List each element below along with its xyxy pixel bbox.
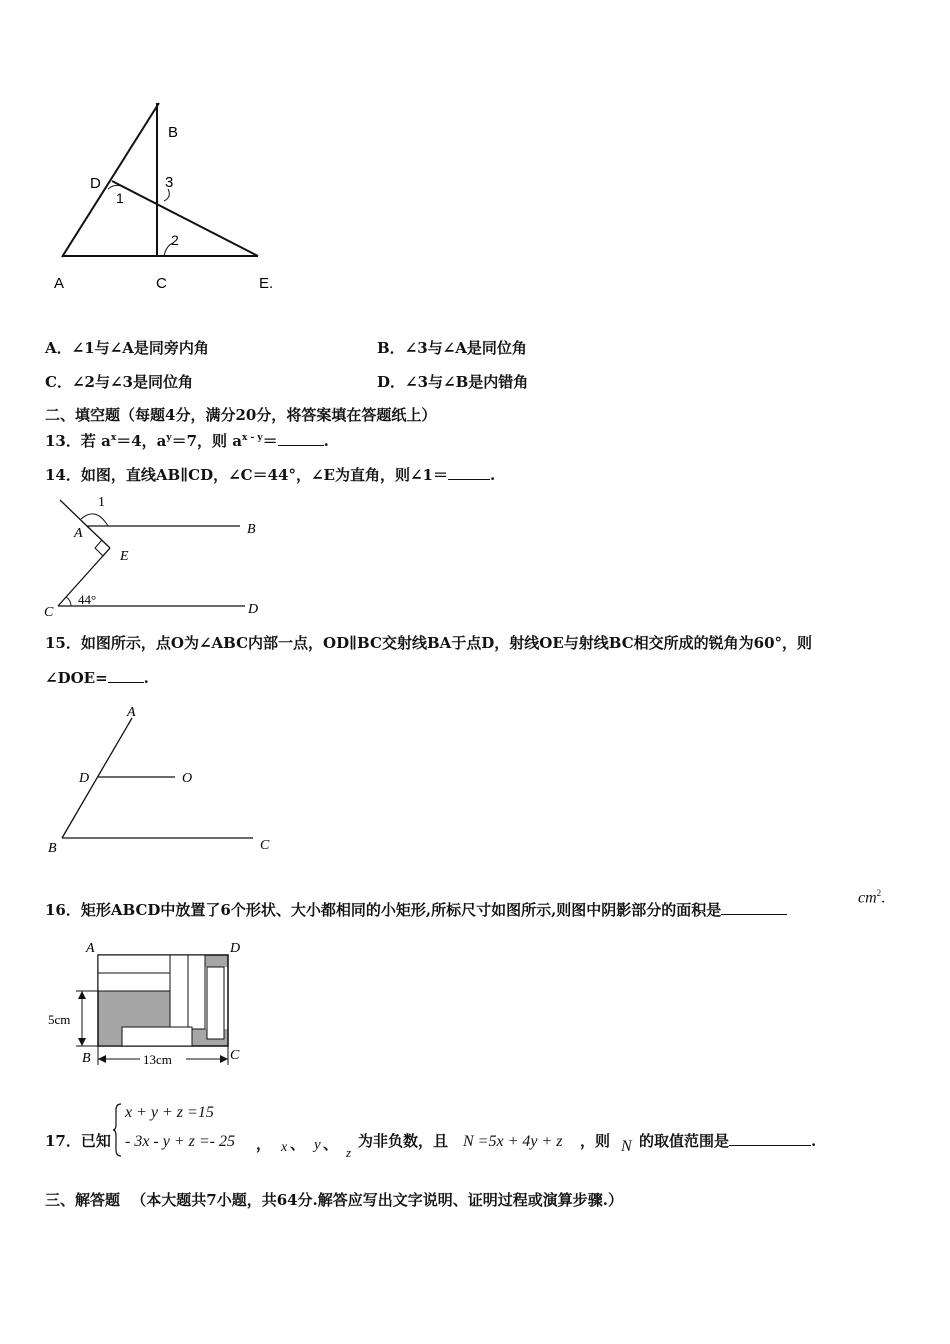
question-16	[45, 899, 787, 920]
small-rect-5	[207, 967, 224, 1039]
width-arrow-right	[220, 1055, 228, 1063]
small-rect-6	[122, 1027, 192, 1046]
q17-sep-1: 、	[290, 1135, 306, 1153]
label-C: C	[230, 1048, 240, 1063]
angle-arc-1	[108, 185, 124, 189]
q17-mid2: ，则	[580, 1132, 611, 1150]
right-angle-mark	[95, 540, 110, 556]
label-13cm: 13cm	[143, 1052, 172, 1067]
height-arrow-top	[78, 991, 86, 999]
q14-answer-blank[interactable]	[448, 467, 490, 480]
q17-prefix: 17．已知	[45, 1132, 111, 1150]
option-C: C．∠2与∠3是同位角	[45, 373, 193, 391]
q17-var-z: z	[346, 1145, 352, 1160]
label-3: 3	[165, 174, 174, 191]
label-C: C	[44, 605, 54, 620]
label-1: 1	[98, 495, 105, 510]
angle-arc-44	[66, 597, 71, 606]
section3-note: （本大题共7小题，共64分.解答应写出文字说明、证明过程或演算步骤.）	[131, 1191, 624, 1209]
label-5cm: 5cm	[48, 1012, 71, 1027]
q16-text: 16．矩形ABCD中放置了6个形状、大小都相同的小矩形,所标尺寸如图所示,则图中阴影部分的面积是	[45, 901, 722, 919]
small-rect-2	[98, 973, 170, 991]
option-D: D．∠3与∠B是内错角	[377, 373, 529, 391]
small-rect-4	[188, 955, 205, 1029]
line-DE	[112, 181, 258, 256]
label-B: B	[247, 522, 256, 537]
label-E: E.	[259, 275, 274, 292]
q17-end: .	[811, 1132, 817, 1150]
small-rect-1	[98, 955, 170, 973]
q17-sep-2: 、	[323, 1135, 339, 1153]
q17-formula: N =5x + 4y + z	[463, 1133, 563, 1150]
q13-sup-y: y	[166, 433, 172, 443]
label-1: 1	[116, 190, 124, 206]
q16-unit	[858, 888, 885, 907]
shaded-bottom-left	[98, 1027, 122, 1045]
question-14	[45, 464, 495, 485]
label-A: A	[127, 705, 136, 720]
shaded-left	[98, 991, 170, 1028]
q13-answer-blank[interactable]	[278, 433, 324, 446]
q17-var-N: N	[621, 1138, 632, 1155]
section3-heading	[45, 1189, 623, 1210]
q13-end: .	[323, 432, 329, 450]
q17-equation-1: x + y + z =15	[125, 1104, 214, 1121]
label-B: B	[168, 124, 179, 141]
question-13	[45, 430, 329, 451]
q17-answer-blank[interactable]	[729, 1133, 811, 1146]
q17-var-x: x	[281, 1140, 288, 1155]
q14-text: 14．如图，直线AB∥CD，∠C＝44°，∠E为直角，则∠1＝	[45, 466, 448, 484]
label-B: B	[48, 841, 57, 856]
label-D: D	[248, 602, 259, 617]
q13-tail: ＝	[262, 432, 278, 450]
ray-BA	[62, 718, 132, 838]
q17-comma: ，	[256, 1135, 272, 1153]
height-arrow-bottom	[78, 1038, 86, 1046]
q15-prefix: ∠DOE=	[45, 669, 108, 687]
label-E: E	[120, 549, 129, 564]
question-15-line1: 15．如图所示，点O为∠ABC内部一点，OD∥BC交射线BA于点D，射线OE与射线BC相交所成的锐角为60°，则	[45, 634, 813, 652]
q13-mid2: ＝7，则 a	[171, 432, 242, 450]
figure-q14	[40, 488, 280, 623]
q13-sup-x: x	[110, 433, 117, 443]
q13-sup-xy: x - y	[242, 433, 263, 443]
q16-answer-blank[interactable]	[721, 902, 787, 915]
q16-unit-sup: 2	[876, 888, 882, 898]
q17-tail-text: 的取值范围是	[639, 1132, 730, 1150]
q13-mid1: ＝4，a	[116, 432, 167, 450]
q16-end: .	[881, 889, 886, 907]
q17-var-y: y	[314, 1137, 321, 1153]
label-C: C	[260, 838, 270, 853]
q16-unit-cm: cm	[858, 889, 877, 907]
q14-end: .	[489, 466, 496, 484]
label-C: C	[156, 275, 167, 292]
label-D: D	[79, 771, 90, 786]
q17-equation-2: - 3x - y + z =- 25	[125, 1133, 236, 1150]
q15-end: .	[143, 669, 149, 687]
label-2: 2	[171, 232, 179, 248]
label-A: A	[54, 275, 65, 292]
line-AB	[62, 103, 159, 257]
label-44deg: 44°	[78, 592, 97, 607]
small-rect-3	[170, 955, 188, 1027]
figure-q15	[40, 700, 290, 860]
q13-prefix: 13．若 a	[45, 432, 111, 450]
q17-mid: 为非负数，且	[358, 1132, 449, 1150]
section2-title: 二、填空题（每题4分，满分20分，将答案填在答题纸上）	[45, 406, 437, 424]
label-D: D	[230, 941, 241, 956]
figure-q12	[40, 95, 300, 300]
line-ext-A	[60, 500, 89, 528]
label-A: A	[86, 941, 95, 956]
q17-tail	[639, 1130, 816, 1151]
shaded-top-right	[205, 955, 228, 967]
label-A: A	[74, 526, 83, 541]
figure-q16	[40, 935, 260, 1075]
q15-answer-blank[interactable]	[108, 670, 144, 683]
label-O: O	[182, 771, 193, 786]
label-B: B	[82, 1051, 91, 1066]
question-15-line2	[45, 669, 149, 687]
q17-brace	[113, 1102, 123, 1158]
option-A: A．∠1与∠A是同旁内角	[45, 339, 209, 357]
label-D: D	[90, 175, 101, 192]
option-B: B．∠3与∠A是同位角	[377, 339, 527, 357]
section3-title: 三、解答题	[45, 1191, 121, 1209]
width-arrow-left	[98, 1055, 106, 1063]
